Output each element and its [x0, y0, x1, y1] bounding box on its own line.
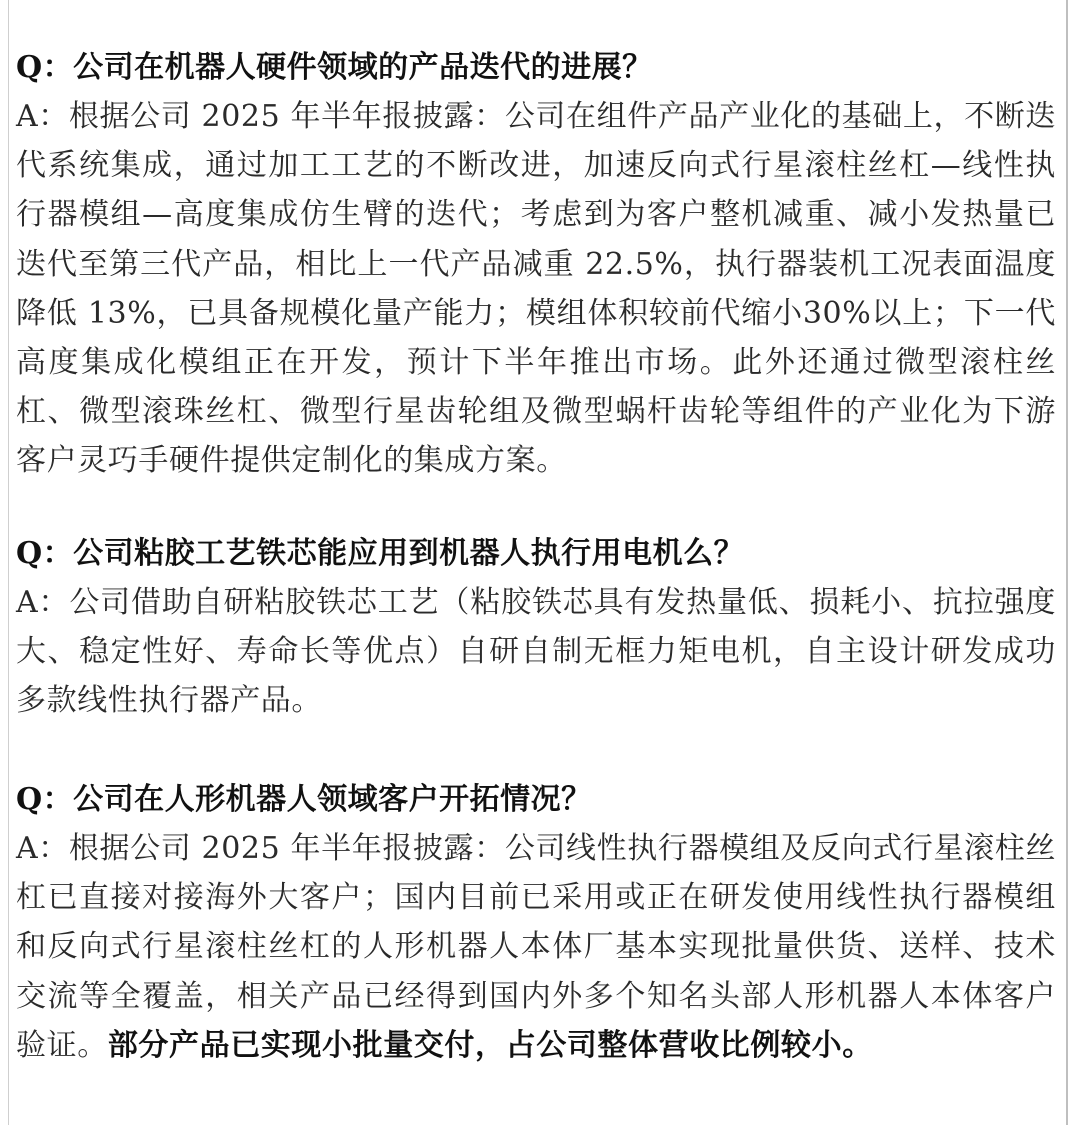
answer-text-regular: A：根据公司 2025 年半年报披露：公司线性执行器模组及反向式行星滚柱丝杠已直接对接海外大客户；国内目前已采用或正在研发使用线性执行器模组和反向式行星滚柱丝杠的人形机器人本体厂基本实现批量供货、送样、技术交流等全覆盖，相关产品已经得到国内外多个知名头部人形机器人本体客户验证。 — [16, 831, 1056, 1063]
qa-block-humanoid-customers — [16, 776, 1056, 1070]
answer-text: A：公司借助自研粘胶铁芯工艺（粘胶铁芯具有发热量低、损耗小、抗拉强度大、稳定性好、寿命长等优点）自研自制无框力矩电机，自主设计研发成功多款线性执行器产品。 — [16, 585, 1056, 719]
page-right-border — [1066, 0, 1068, 1125]
answer-text: A：根据公司 2025 年半年报披露：公司在组件产品产业化的基础上，不断迭代系统集成，通过加工工艺的不断改进，加速反向式行星滚柱丝杠—线性执行器模组—高度集成仿生臂的迭代；考虑到为客户整机减重、减小发热量已迭代至第三代产品，相比上一代产品减重 22.5%，执行器装机工况表面温度降低 13%，已具备规模化量产能力；模组体积较前代缩小30%以上；下一代高度集成化模组正在开发，预计下半年推出市场。此外还通过微型滚柱丝杠、微型滚珠丝杠、微型行星齿轮组及微型蜗杆齿轮等组件的产业化为下游客户灵巧手硬件提供定制化的集成方案。 — [16, 99, 1056, 479]
question-text: Q：公司粘胶工艺铁芯能应用到机器人执行用电机么？ — [16, 536, 745, 571]
answer-text — [16, 824, 1056, 1070]
question-text: Q：公司在机器人硬件领域的产品迭代的进展？ — [16, 50, 653, 85]
page-left-border — [8, 0, 9, 1125]
answer-text-bold: 部分产品已实现小批量交付，占公司整体营收比例较小。 — [107, 1027, 873, 1063]
qa-block-adhesive-core — [16, 530, 1056, 726]
question-text: Q：公司在人形机器人领域客户开拓情况？ — [16, 782, 592, 817]
qa-block-hardware-iteration — [16, 44, 1056, 486]
